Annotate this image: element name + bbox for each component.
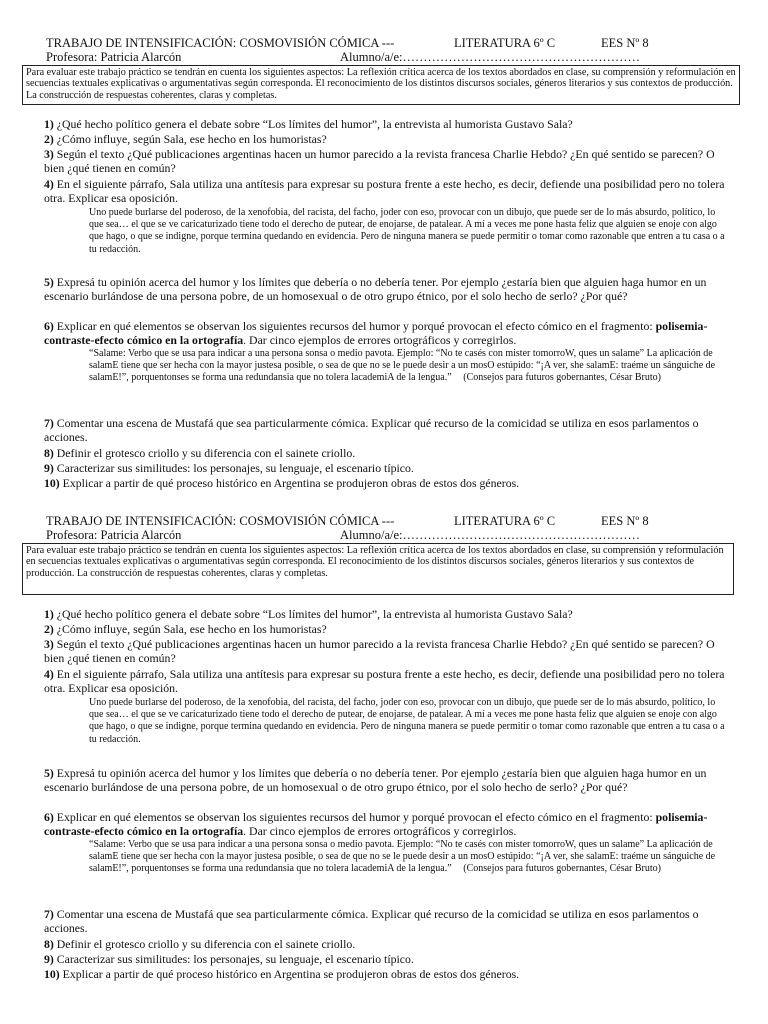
subject-label: LITERATURA 6º C: [454, 36, 556, 50]
cesar-bruto-quote: [89, 839, 731, 876]
question-number: 7): [44, 416, 54, 430]
question-7: [44, 416, 730, 444]
sala-quote: Uno puede burlarse del poderoso, de la xenofobia, del racista, del facho, joder con eso, provocar con un dibujo, que puede ser de lo más absurdo, político, lo que sea… el que se ve caricaturizado tiene todo el derecho de putear, de enojarse, de patalear. A mí a veces me pone hasta feliz que alguien se enoje con algo que hago, o que se indigne, porque termina quedando en evidencia. Pero de ninguna manera se puede permitir o tomar como razonable que entren a tu casa o a tu redacción.: [89, 697, 725, 745]
quote-source: (Consejos para futuros gobernantes, César Bruto): [463, 863, 661, 875]
subject-label: LITERATURA 6º C: [454, 514, 556, 528]
question-6: [44, 319, 730, 347]
question-text: Según el texto ¿Qué publicaciones argentinas hacen un humor parecido a la revista francesa Charlie Hebdo? ¿En qué sentido se parecen? O bien ¿qué tienen en común?: [44, 147, 715, 176]
worksheet-title: TRABAJO DE INTENSIFICACIÓN: COSMOVISIÓN CÓMICA ---: [46, 514, 395, 528]
quote-text: “Salame: Verbo que se usa para indicar a una persona sonsa o medio pavota. Ejemplo: “No te casés con mister tomorroW, ques un salame” La aplicación de salamE tiene que ser hecha con la mayor justesa posible, o sea de que no se le puede desir a un mosO estúpido: “¡A ver, she salamE: traéme un sánguiche de salamE!”, porquentonses se forma una redundansia que no tolera lacademiA de la lengua.”: [89, 348, 716, 384]
question-text: Según el texto ¿Qué publicaciones argentinas hacen un humor parecido a la revista francesa Charlie Hebdo? ¿En qué sentido se parecen? O bien ¿qué tienen en común?: [44, 637, 715, 666]
question-text: ¿Cómo influye, según Sala, ese hecho en los humoristas?: [53, 622, 327, 636]
question-text: Comentar una escena de Mustafá que sea particularmente cómica. Explicar qué recurso de la comicidad se utiliza en esos parlamentos o acciones.: [44, 416, 699, 445]
worksheet-title: TRABAJO DE INTENSIFICACIÓN: COSMOVISIÓN CÓMICA ---: [46, 36, 395, 50]
question-4: [44, 177, 730, 205]
question-number: 8): [44, 446, 54, 460]
question-number: 7): [44, 907, 54, 921]
question-number: 10): [44, 967, 60, 981]
question-9: [44, 952, 730, 966]
question-text: Caracterizar sus similitudes: los personajes, su lenguaje, el escenario típico.: [53, 461, 414, 475]
question-1: [44, 117, 730, 131]
student-name-field[interactable]: Alumno/a/e:…………………………………………………: [340, 528, 640, 542]
humor-resources-bold: polisemia-contraste-efecto cómico en la ortografía: [44, 319, 708, 348]
question-9: [44, 461, 730, 475]
question-number: 1): [44, 117, 54, 131]
question-7: [44, 907, 730, 935]
evaluation-criteria-box: Para evaluar este trabajo práctico se tendrán en cuenta los siguientes aspectos: La reflexión crítica acerca de los textos abordados en clase, su comprensión y reformulación en secuencias textuales explicativas o argumentativas según corresponda. El reconocimiento de los distintos discursos sociales, géneros literarios y sus contextos de producción. La construcción de respuestas coherentes, claras y completas.: [22, 65, 740, 105]
question-text: Explicar en qué elementos se observan los siguientes recursos del humor y porqué provocan el efecto cómico en el fragmento:: [53, 810, 656, 824]
question-10: [44, 967, 730, 981]
question-text: Definir el grotesco criollo y su diferencia con el sainete criollo.: [53, 937, 356, 951]
question-number: 1): [44, 607, 54, 621]
question-text: ¿Cómo influye, según Sala, ese hecho en los humoristas?: [53, 132, 327, 146]
quote-text: “Salame: Verbo que se usa para indicar a una persona sonsa o medio pavota. Ejemplo: “No te casés con mister tomorroW, ques un salame” La aplicación de salamE tiene que ser hecha con la mayor justesa posible, o sea de que no se le puede desir a un mosO estúpido: “¡A ver, she salamE: traéme un sánguiche de salamE!”, porquentonses se forma una redundansia que no tolera lacademiA de la lengua.”: [89, 839, 716, 875]
question-number: 8): [44, 937, 54, 951]
question-text-end: . Dar cinco ejemplos de errores ortográficos y corregirlos.: [243, 824, 517, 839]
question-number: 2): [44, 132, 54, 146]
question-number: 6): [44, 810, 54, 824]
question-number: 2): [44, 622, 54, 636]
question-number: 3): [44, 637, 54, 651]
question-text: Explicar a partir de qué proceso histórico en Argentina se produjeron obras de estos dos géneros.: [59, 476, 520, 490]
question-3: [44, 147, 730, 175]
question-text-end: . Dar cinco ejemplos de errores ortográficos y corregirlos.: [243, 333, 517, 348]
question-text: Expresá tu opinión acerca del humor y los límites que debería o no debería tener. Por ejemplo ¿estaría bien que alguien haga humor en un escenario burlándose de una persona pobre, de un homosexual o de otro grupo étnico, por el solo hecho de serlo? ¿Por qué?: [44, 766, 707, 795]
school-label: EES Nº 8: [601, 36, 649, 50]
teacher-label: Profesora: Patricia Alarcón: [46, 528, 182, 542]
teacher-label: Profesora: Patricia Alarcón: [46, 50, 182, 64]
question-5: [44, 275, 730, 303]
question-1: [44, 607, 730, 621]
question-number: 3): [44, 147, 54, 161]
question-text: Explicar en qué elementos se observan los siguientes recursos del humor y porqué provocan el efecto cómico en el fragmento:: [53, 319, 656, 333]
question-number: 9): [44, 952, 54, 966]
question-text: Expresá tu opinión acerca del humor y los límites que debería o no debería tener. Por ejemplo ¿estaría bien que alguien haga humor en un escenario burlándose de una persona pobre, de un homosexual o de otro grupo étnico, por el solo hecho de serlo? ¿Por qué?: [44, 275, 707, 304]
question-text: Explicar a partir de qué proceso histórico en Argentina se produjeron obras de estos dos géneros.: [59, 967, 520, 981]
question-10: [44, 476, 730, 490]
sala-quote: Uno puede burlarse del poderoso, de la xenofobia, del racista, del facho, joder con eso, provocar con un dibujo, que puede ser de lo más absurdo, político, lo que sea… el que se ve caricaturizado tiene todo el derecho de putear, de enojarse, de patalear. A mí a veces me pone hasta feliz que alguien se enoje con algo que hago, o que se indigne, porque termina quedando en evidencia. Pero de ninguna manera se puede permitir o tomar como razonable que entren a tu casa o a tu redacción.: [89, 207, 725, 255]
question-number: 10): [44, 476, 60, 490]
question-8: [44, 446, 730, 460]
question-6: [44, 810, 730, 838]
question-text: En el siguiente párrafo, Sala utiliza una antítesis para expresar su postura frente a este hecho, es decir, defiende una posibilidad pero no tolera otra. Explicar esa oposición.: [44, 177, 725, 206]
question-text: Definir el grotesco criollo y su diferencia con el sainete criollo.: [53, 446, 356, 460]
question-number: 4): [44, 177, 54, 191]
question-2: [44, 132, 730, 146]
question-number: 5): [44, 766, 54, 780]
question-text: Caracterizar sus similitudes: los personajes, su lenguaje, el escenario típico.: [53, 952, 414, 966]
question-8: [44, 937, 730, 951]
question-text: En el siguiente párrafo, Sala utiliza una antítesis para expresar su postura frente a este hecho, es decir, defiende una posibilidad pero no tolera otra. Explicar esa oposición.: [44, 667, 725, 696]
question-4: [44, 667, 730, 695]
student-name-field[interactable]: Alumno/a/e:…………………………………………………: [340, 50, 640, 64]
question-5: [44, 766, 730, 794]
humor-resources-bold: polisemia-contraste-efecto cómico en la ortografía: [44, 810, 708, 839]
cesar-bruto-quote: [89, 348, 731, 385]
question-number: 9): [44, 461, 54, 475]
school-label: EES Nº 8: [601, 514, 649, 528]
question-3: [44, 637, 730, 665]
question-number: 6): [44, 319, 54, 333]
question-number: 5): [44, 275, 54, 289]
question-text: ¿Qué hecho político genera el debate sobre “Los límites del humor”, la entrevista al humorista Gustavo Sala?: [53, 117, 573, 131]
evaluation-criteria-box: Para evaluar este trabajo práctico se tendrán en cuenta los siguientes aspectos: La reflexión crítica acerca de los textos abordados en clase, su comprensión y reformulación en secuencias textuales explicativas o argumentativas según corresponda. El reconocimiento de los distintos discursos sociales, géneros literarios y sus contextos de producción. La construcción de respuestas coherentes, claras y completas.: [22, 543, 734, 595]
question-number: 4): [44, 667, 54, 681]
question-text: ¿Qué hecho político genera el debate sobre “Los límites del humor”, la entrevista al humorista Gustavo Sala?: [53, 607, 573, 621]
question-2: [44, 622, 730, 636]
question-text: Comentar una escena de Mustafá que sea particularmente cómica. Explicar qué recurso de la comicidad se utiliza en esos parlamentos o acciones.: [44, 907, 699, 936]
quote-source: (Consejos para futuros gobernantes, César Bruto): [463, 372, 661, 384]
